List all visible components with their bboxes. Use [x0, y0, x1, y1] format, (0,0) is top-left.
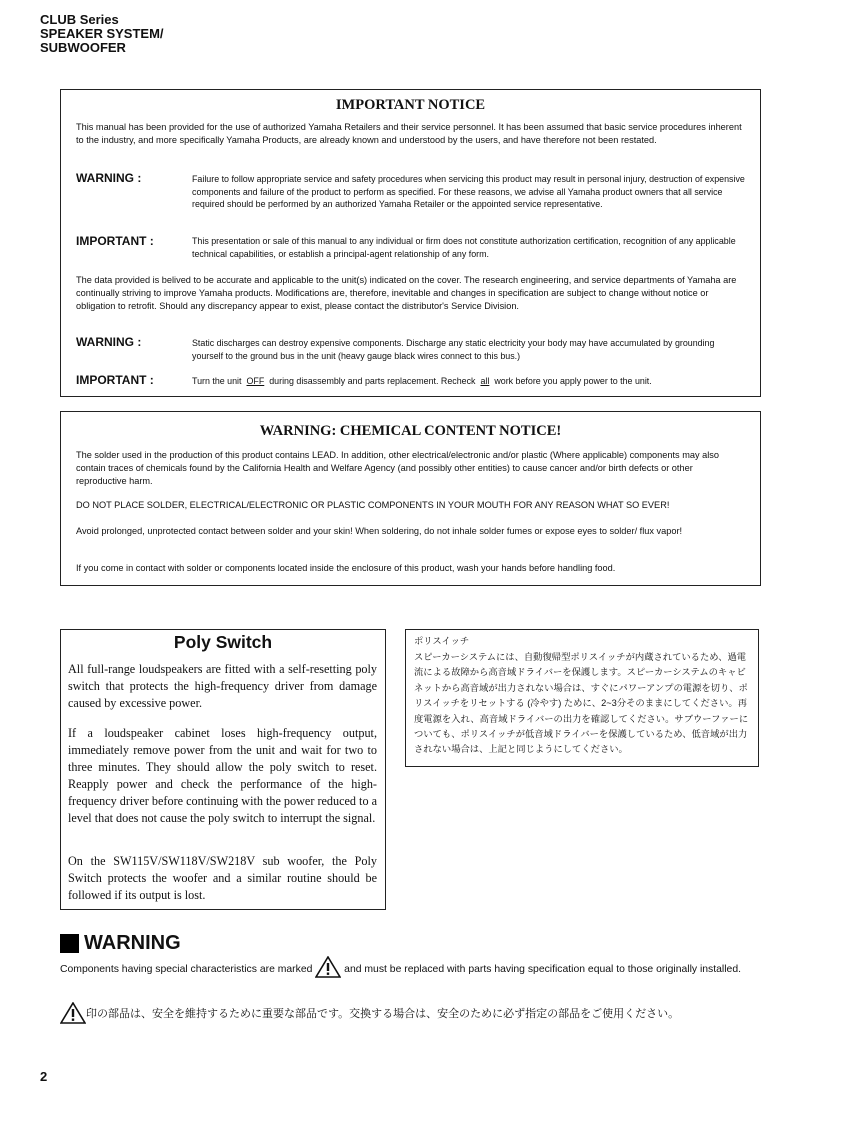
header-series: CLUB Series — [40, 12, 119, 27]
jp-warning-line — [60, 1002, 679, 1024]
document-header — [40, 13, 164, 55]
chemical-notice-title: WARNING: CHEMICAL CONTENT NOTICE! — [259, 423, 562, 439]
header-speaker-system: SPEAKER SYSTEM/ — [40, 26, 164, 41]
important-notice-intro: This manual has been provided for the use of authorized Yamaha Retailers and their service personnel. It has been assumed that basic service procedures inherent to the industry, and more specifically Yamaha Products, are already known and understood by the users, and have therefore not been restated. — [76, 122, 742, 145]
poly-switch-jp-text: スピーカーシステムには、自動復帰型ポリスイッチが内蔵されているため、過電流による故障から高音域ドライバーを保護します。スピーカーシステムのキャビネットから高音域が出力されない場合は、すぐにパワーアンプの電源を切り、ポリスイッチをリセットする (冷やす) ために、2~3分そのままにしてください。再度電源を入れ、高音域ドライバーの出力を確認してください。サブウーファーについても、ポリスイッチが低音域ドライバーを保護しているため、低音域が出力されない場合は、上記と同じようにしてください。 — [414, 652, 749, 755]
header-subwoofer: SUBWOOFER — [40, 40, 126, 55]
important-text-2: Turn the unit OFF during disassembly and parts replacement. Recheck all work before you apply power to the unit. — [192, 376, 652, 386]
off-underlined: OFF — [246, 376, 265, 386]
poly-switch-p1: All full-range loudspeakers are fitted with a self-resetting poly switch that protects the high-frequency driver from damage caused by excessive power. — [68, 662, 377, 710]
jp-warning-text: 印の部品は、安全を維持するために重要な部品です。交換する場合は、安全のために必ず指定の部品をご使用ください。 — [86, 1008, 680, 1020]
poly-switch-p2: If a loudspeaker cabinet loses high-frequency output, immediately remove power from the unit and wait for two to three minutes. They should allow the poly switch to reset. Reapply power and check the performance of the high-frequency driver before continuing with the power reduced to a level that does not cause the poly switch to interrupt the signal. — [68, 726, 377, 825]
poly-switch-jp-box — [405, 629, 759, 767]
warning-triangle-icon — [315, 956, 341, 978]
important-notice-title: IMPORTANT NOTICE — [335, 97, 486, 113]
warning-label-1: WARNING : — [76, 171, 142, 185]
poly-switch-jp-title: ポリスイッチ — [414, 636, 470, 646]
warning-text-1: Failure to follow appropriate service and safety procedures when servicing this product may result in personal injury, destruction of expensive components and failure of the product to perform as specified. For these reasons, we advise all Yamaha product owners that all service required should be performed by an authorized Yamaha Retailer or the appointed service representative. — [192, 174, 745, 210]
poly-switch-p3: On the SW115V/SW118V/SW218V sub woofer, the Poly Switch protects the woofer and a similar routine should be followed if its output is lost. — [68, 854, 377, 902]
important-label-2: IMPORTANT : — [76, 373, 154, 387]
poly-switch-box — [60, 629, 386, 910]
chemical-notice-p2: DO NOT PLACE SOLDER, ELECTRICAL/ELECTRONIC OR PLASTIC COMPONENTS IN YOUR MOUTH FOR ANY REASON WHAT SO EVER! — [76, 500, 670, 510]
components-warning-text: Components having special characteristics are marked and must be replaced with parts having specification equal to those originally installed. — [60, 956, 760, 978]
warning-text-2: Static discharges can destroy expensive components. Discharge any static electricity your body may have accumulated by grounding yourself to the ground bus in the unit (heavy gauge black wires connect to this bus.) — [192, 338, 715, 361]
warning-heading — [60, 932, 181, 955]
chemical-notice-p1: The solder used in the production of this product contains LEAD. In addition, other electrical/electronic and/or plastic (Where applicable) components may also contain traces of chemicals found by the California Health and Welfare Agency (and possibly other entities) to cause cancer and/or birth defects or other reproductive harm. — [76, 450, 719, 486]
important-label-1: IMPORTANT : — [76, 234, 154, 248]
black-square-icon — [60, 934, 79, 953]
warning-label-2: WARNING : — [76, 335, 142, 349]
important-text-1: This presentation or sale of this manual to any individual or firm does not constitute authorization certification, recognition of any applicable technical capabilities, or establish a principal-agent relationship of any form. — [192, 236, 736, 259]
warning-title: WARNING — [84, 932, 181, 954]
important-notice-box — [60, 89, 761, 397]
chemical-notice-p3: Avoid prolonged, unprotected contact between solder and your skin! When soldering, do not inhale solder fumes or expose eyes to solder/ flux vapor! — [76, 526, 683, 536]
poly-switch-title: Poly Switch — [173, 632, 273, 652]
warning-triangle-icon — [60, 1002, 86, 1024]
chemical-notice-p4: If you come in contact with solder or components located inside the enclosure of this product, wash your hands before handling food. — [76, 563, 616, 573]
all-underlined: all — [480, 376, 490, 386]
data-accuracy-text: The data provided is belived to be accurate and applicable to the unit(s) indicated on the cover. The research engineering, and service departments of Yamaha are continually striving to improve Yamaha products. Modifications are, therefore, inevitable and changes in specification are subject to change without notice or obligation to retrofit. Should any discrepancy appear to exist, please contact the distributor's Service Division. — [76, 275, 737, 311]
page-number: 2 — [40, 1069, 48, 1084]
chemical-notice-box — [60, 411, 761, 586]
